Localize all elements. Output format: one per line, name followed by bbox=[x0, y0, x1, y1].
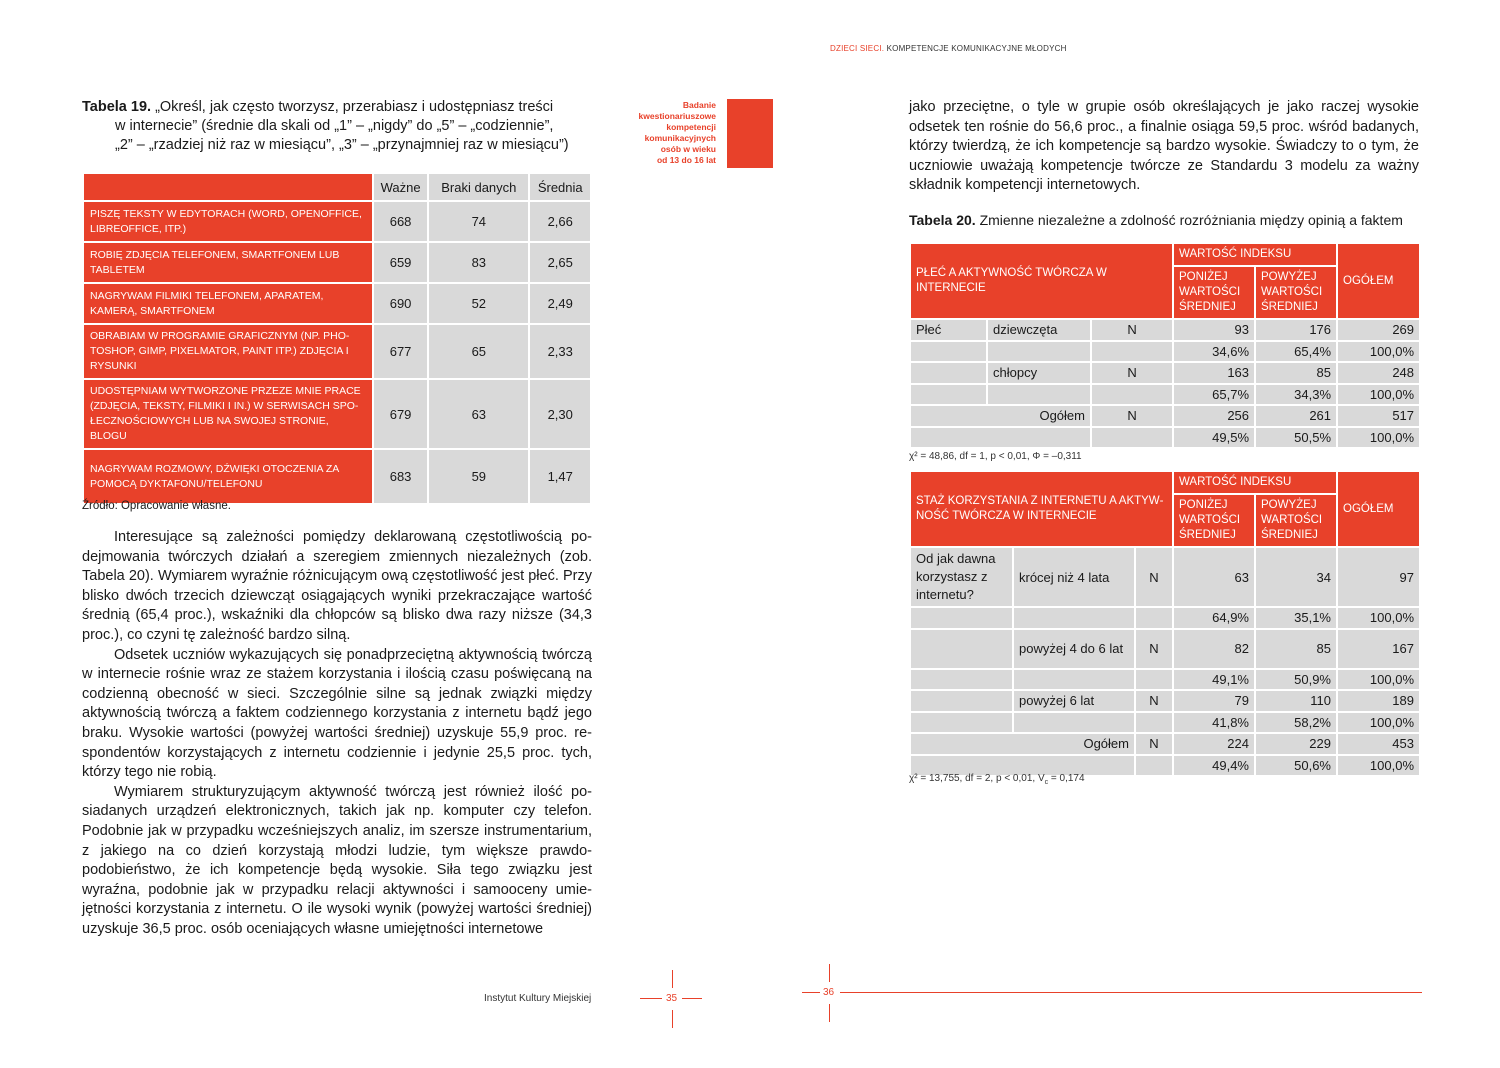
cell-pct-below: 41,8% bbox=[1173, 712, 1255, 734]
cell-above: 261 bbox=[1255, 405, 1337, 427]
table19-number: Tabela 19. bbox=[82, 99, 152, 115]
table20-title-final: PŁEĆ A AKTYWNOŚĆ TWÓRCZA W INTERNECIE bbox=[910, 243, 1173, 319]
table20-caption-text: Zmienne niezależne a zdolność rozróżniania między opinią a faktem bbox=[979, 212, 1403, 228]
table-row bbox=[83, 201, 591, 242]
cell-pct-below: 64,9% bbox=[1173, 607, 1255, 629]
empty-cell bbox=[910, 427, 1091, 449]
table20-index-final: WARTOŚĆ INDEKSU bbox=[1173, 243, 1337, 266]
table20-statistics: χ² = 48,86, df = 1, p < 0,01, Φ = –0,311 bbox=[909, 451, 1082, 462]
cell-pct-above: 50,6% bbox=[1255, 755, 1337, 777]
table21-header-row bbox=[910, 471, 1420, 494]
cell-total: 517 bbox=[1337, 405, 1420, 427]
empty-cell bbox=[1135, 669, 1173, 691]
cell-total: 167 bbox=[1337, 629, 1420, 669]
empty-cell bbox=[910, 607, 1013, 629]
cell-mean: 2,33 bbox=[529, 324, 591, 379]
cell-pct-above: 34,3% bbox=[1255, 384, 1337, 406]
empty-cell bbox=[1013, 607, 1135, 629]
table19-corner bbox=[83, 173, 373, 201]
empty-cell bbox=[910, 629, 1013, 669]
right-body-text: jako przeciętne, o tyle w grupie osób określających je jako raczej wysokie odsetek ten rośnie do 56,6 proc., a finalnie osiąga 59,5 proc. wśród badanych, którzy twierdzą, że ich kompetencje są bardzo wysokie. Świadczy to o tym, że uczniowie uważają kompetencje twórcze ze Standardu 3 modelu za ważny składnik kompetencji internetowych. bbox=[909, 99, 1419, 194]
cell-missing: 65 bbox=[428, 324, 529, 379]
cell-pct-total: 100,0% bbox=[1337, 427, 1420, 449]
cell-below: 82 bbox=[1173, 629, 1255, 669]
table-row bbox=[910, 362, 1420, 384]
group-label: powyżej 6 lat bbox=[1013, 690, 1135, 712]
table-row bbox=[910, 712, 1420, 734]
table-row bbox=[910, 669, 1420, 691]
empty-cell bbox=[1013, 712, 1135, 734]
cell-below: 93 bbox=[1173, 319, 1255, 341]
n-label: N bbox=[1135, 547, 1173, 607]
cell-pct-above: 58,2% bbox=[1255, 712, 1337, 734]
sidenote-line: od 13 do 16 lat bbox=[656, 155, 716, 165]
cell-pct-below: 49,5% bbox=[1173, 427, 1255, 449]
footer-rule bbox=[672, 970, 673, 988]
stat-end: = 0,174 bbox=[1048, 773, 1085, 784]
cell-pct-total: 100,0% bbox=[1337, 712, 1420, 734]
cell-pct-below: 65,7% bbox=[1173, 384, 1255, 406]
stat-main: χ² = 13,755, df = 2, p < 0,01, V bbox=[909, 773, 1045, 784]
group-label: chłopcy bbox=[987, 362, 1091, 384]
row-label: UDOSTĘPNIAM WYTWORZONE PRZEZE MNIE PRACE (ZDJĘCIA, TEKSTY, FILMIKI I IN.) W SERWISACH SPOŁECZNOŚCIOWYCH LUB NA SWOJEJ STRONIE, BLOGU bbox=[83, 379, 373, 449]
cell-valid: 683 bbox=[373, 449, 428, 504]
table20-above-final: POWYŻEJ WARTOŚCI ŚREDNIEJ bbox=[1255, 266, 1337, 319]
cell-pct-below: 49,4% bbox=[1173, 755, 1255, 777]
empty-cell bbox=[1135, 755, 1173, 777]
cell-below: 79 bbox=[1173, 690, 1255, 712]
page-number-left: 35 bbox=[666, 993, 678, 1004]
table19 bbox=[82, 172, 592, 505]
sidenote-line: kwestionariuszowe bbox=[638, 111, 716, 121]
cell-total: 189 bbox=[1337, 690, 1420, 712]
table-row bbox=[910, 607, 1420, 629]
table19-caption-line2: w internecie” (średnie dla skali od „1” – „nigdy” do „5” – „codziennie”, bbox=[115, 118, 554, 134]
empty-cell bbox=[1013, 669, 1135, 691]
table21-total-header: OGÓŁEM bbox=[1337, 471, 1420, 547]
cell-pct-total: 100,0% bbox=[1337, 384, 1420, 406]
table21-title: STAŻ KORZYSTANIA Z INTERNETU A AKTYWNOŚĆ TWÓRCZA W INTERNECIE bbox=[910, 471, 1173, 547]
table20-caption bbox=[909, 212, 1403, 228]
n-label: N bbox=[1091, 319, 1173, 341]
table20-final bbox=[909, 242, 1421, 449]
cell-below: 224 bbox=[1173, 733, 1255, 755]
table-row bbox=[83, 283, 591, 324]
row-label: NAGRYWAM ROZMOWY, DŹWIĘKI OTOCZENIA ZA POMOCĄ DYKTAFONU/TELEFONU bbox=[83, 449, 373, 504]
stat-sub: c bbox=[1044, 779, 1049, 786]
empty-cell bbox=[910, 712, 1013, 734]
cell-above: 34 bbox=[1255, 547, 1337, 607]
row-label: OBRABIAM W PROGRAMIE GRAFICZNYM (NP. PHOTOSHOP, GIMP, PIXELMATOR, PAINT ITP.) ZDJĘCIA I RYSUNKI bbox=[83, 324, 373, 379]
cell-mean: 2,30 bbox=[529, 379, 591, 449]
table-row bbox=[910, 547, 1420, 607]
row-label: NAGRYWAM FILMIKI TELEFONEM, APARATEM, KAMERĄ, SMARTFONEM bbox=[83, 283, 373, 324]
table19-header-missing: Braki danych bbox=[428, 173, 529, 201]
table21 bbox=[909, 470, 1421, 777]
cell-mean: 2,65 bbox=[529, 242, 591, 283]
running-head bbox=[830, 44, 1067, 53]
table19-caption bbox=[82, 98, 592, 155]
empty-cell bbox=[1135, 607, 1173, 629]
footer-rule bbox=[682, 998, 702, 999]
sidenote-line: Badanie bbox=[682, 100, 716, 110]
running-head-title: KOMPETENCJE KOMUNIKACYJNE MŁODYCH bbox=[886, 44, 1067, 53]
paragraph: Wymiarem strukturyzującym aktywność twórczą jest również ilość posiadanych urządzeń elektronicznych, takich jak np. komputer czy telefon. Podobnie jak w przypadku wcześniejszych analiz, im szersze instrumentarium, z jakiego na co dzień korzystają młodzi ludzie, tym większe prawdopodobieństwo, że ich kompetencje będą wysokie. Siła tego związku jest wyraźna, podobnie jak w przypadku relacji aktywności i samooceny umiejętności korzystania z internetu. O ile wysoki wynik (powyżej wartości średniej) uzyskuje 36,5 proc. osób oceniających własne umiejętności internetowe bbox=[82, 783, 592, 937]
table-row bbox=[83, 324, 591, 379]
cell-below: 163 bbox=[1173, 362, 1255, 384]
cell-valid: 659 bbox=[373, 242, 428, 283]
empty-cell bbox=[910, 341, 987, 363]
paragraph: Odsetek uczniów wykazujących się ponadprzeciętną aktywnością twórczą w internecie rośnie wraz ze stażem korzystania i ilością czasu poświęcaną na codzienną obecność w sieci. Szczególnie silne są jednak związki między aktywnością twórczą a faktem codziennego korzystania z internetu bądź jego braku. Wysokie wartości (powyżej wartości średniej) uzyskuje 55,9 proc. respondentów korzystających z internetu codziennie i jedynie 25,5 proc. tych, którzy tego nie robią. bbox=[82, 646, 592, 781]
sidenote-line: kompetencji bbox=[666, 122, 716, 132]
group-label: krócej niż 4 lata bbox=[1013, 547, 1135, 607]
cell-total: 269 bbox=[1337, 319, 1420, 341]
cell-missing: 63 bbox=[428, 379, 529, 449]
table-row bbox=[910, 341, 1420, 363]
footer-rule bbox=[640, 998, 662, 999]
table19-caption-line1: „Określ, jak często tworzysz, przerabiasz i udostępniasz treści bbox=[155, 99, 554, 115]
cell-missing: 59 bbox=[428, 449, 529, 504]
cell-mean: 2,49 bbox=[529, 283, 591, 324]
table21-index-header: WARTOŚĆ INDEKSU bbox=[1173, 471, 1337, 494]
table-row bbox=[83, 379, 591, 449]
sidenote-line: komunikacyjnych bbox=[644, 133, 716, 143]
cell-pct-total: 100,0% bbox=[1337, 607, 1420, 629]
cell-missing: 83 bbox=[428, 242, 529, 283]
cell-pct-below: 34,6% bbox=[1173, 341, 1255, 363]
table21-statistics bbox=[909, 773, 1085, 786]
footer-rule bbox=[829, 964, 830, 982]
table-row bbox=[910, 384, 1420, 406]
table-row bbox=[83, 449, 591, 504]
cell-total: 248 bbox=[1337, 362, 1420, 384]
cell-above: 229 bbox=[1255, 733, 1337, 755]
n-label: N bbox=[1091, 362, 1173, 384]
cell-missing: 74 bbox=[428, 201, 529, 242]
sidenote bbox=[620, 100, 716, 166]
cell-pct-below: 49,1% bbox=[1173, 669, 1255, 691]
n-label: N bbox=[1091, 405, 1173, 427]
n-label: N bbox=[1135, 733, 1173, 755]
table20-header-row bbox=[910, 243, 1420, 266]
empty-cell bbox=[910, 362, 987, 384]
cell-above: 85 bbox=[1255, 362, 1337, 384]
cell-pct-total: 100,0% bbox=[1337, 341, 1420, 363]
table19-header-row bbox=[83, 173, 591, 201]
empty-cell bbox=[910, 669, 1013, 691]
table21-below-header: PONIŻEJ WARTOŚCI ŚREDNIEJ bbox=[1173, 494, 1255, 547]
table-row bbox=[83, 242, 591, 283]
n-label: N bbox=[1135, 629, 1173, 669]
cell-pct-above: 50,5% bbox=[1255, 427, 1337, 449]
footer-rule bbox=[840, 992, 1422, 993]
cell-above: 85 bbox=[1255, 629, 1337, 669]
running-head-accent: DZIECI SIECI. bbox=[830, 44, 885, 53]
table-row bbox=[910, 405, 1420, 427]
n-label: N bbox=[1135, 690, 1173, 712]
cell-pct-above: 35,1% bbox=[1255, 607, 1337, 629]
table-row bbox=[910, 629, 1420, 669]
cell-valid: 677 bbox=[373, 324, 428, 379]
table20-total-final: OGÓŁEM bbox=[1337, 243, 1420, 319]
cell-mean: 1,47 bbox=[529, 449, 591, 504]
cell-missing: 52 bbox=[428, 283, 529, 324]
table21-above-header: POWYŻEJ WARTOŚCI ŚREDNIEJ bbox=[1255, 494, 1337, 547]
cell-below: 63 bbox=[1173, 547, 1255, 607]
table19-header-valid: Ważne bbox=[373, 173, 428, 201]
table21-var-label: Od jak dawna korzystasz z internetu? bbox=[910, 547, 1013, 607]
cell-total: 453 bbox=[1337, 733, 1420, 755]
table19-header-mean: Średnia bbox=[529, 173, 591, 201]
footer-institute: Instytut Kultury Miejskiej bbox=[484, 993, 592, 1004]
cell-mean: 2,66 bbox=[529, 201, 591, 242]
cell-valid: 679 bbox=[373, 379, 428, 449]
row-label: ROBIĘ ZDJĘCIA TELEFONEM, SMARTFONEM LUB TABLETEM bbox=[83, 242, 373, 283]
empty-cell bbox=[1091, 427, 1173, 449]
group-label: Ogółem bbox=[910, 405, 1091, 427]
empty-cell bbox=[910, 384, 987, 406]
cell-valid: 668 bbox=[373, 201, 428, 242]
cell-pct-total: 100,0% bbox=[1337, 755, 1420, 777]
empty-cell bbox=[910, 690, 1013, 712]
cell-valid: 690 bbox=[373, 283, 428, 324]
empty-cell bbox=[1135, 712, 1173, 734]
row-label: PISZĘ TEKSTY W EDYTORACH (WORD, OPENOFFICE, LIBREOFFICE, ITP.) bbox=[83, 201, 373, 242]
table20-number: Tabela 20. bbox=[909, 212, 976, 228]
group-label: dziewczęta bbox=[987, 319, 1091, 341]
cell-above: 176 bbox=[1255, 319, 1337, 341]
page-number-right: 36 bbox=[823, 987, 835, 998]
table19-caption-line3: „2” – „rzadziej niż raz w miesiącu”, „3” – „przynajmniej raz w miesiącu”) bbox=[115, 137, 569, 153]
cell-pct-above: 50,9% bbox=[1255, 669, 1337, 691]
group-label: powyżej 4 do 6 lat bbox=[1013, 629, 1135, 669]
empty-cell bbox=[987, 384, 1091, 406]
footer-rule bbox=[672, 1010, 673, 1028]
cell-below: 256 bbox=[1173, 405, 1255, 427]
table-row bbox=[910, 319, 1420, 341]
sidenote-line: osób w wieku bbox=[660, 144, 716, 154]
left-body-text bbox=[82, 528, 592, 939]
sidebar-accent-block bbox=[727, 99, 773, 168]
table-row bbox=[910, 690, 1420, 712]
cell-above: 110 bbox=[1255, 690, 1337, 712]
group-label: Ogółem bbox=[910, 733, 1135, 755]
table20-below-final: PONIŻEJ WARTOŚCI ŚREDNIEJ bbox=[1173, 266, 1255, 319]
table-row bbox=[910, 733, 1420, 755]
footer-rule bbox=[829, 1004, 830, 1022]
cell-pct-total: 100,0% bbox=[1337, 669, 1420, 691]
empty-cell bbox=[1091, 384, 1173, 406]
table20-var-label: Płeć bbox=[910, 319, 987, 341]
table-row bbox=[910, 427, 1420, 449]
cell-pct-above: 65,4% bbox=[1255, 341, 1337, 363]
empty-cell bbox=[1091, 341, 1173, 363]
footer-rule bbox=[802, 992, 820, 993]
cell-total: 97 bbox=[1337, 547, 1420, 607]
empty-cell bbox=[987, 341, 1091, 363]
table19-source: Źródło: Opracowanie własne. bbox=[82, 500, 231, 512]
paragraph: Interesujące są zależności pomiędzy deklarowaną częstotliwością podejmowania twórczych działań a szeregiem zmiennych niezależnych (zob. Tabela 20). Wymiarem wyraźnie różnicującym ową częstotliwość jest płeć. Przy blisko dwóch trzecich dziewcząt osiągających wyniki przekraczające wartość średnią (65,4 proc.), wskaźniki dla chłopców są blisko dwa razy niższe (34,3 proc.), co czyni tę zależność bardzo silną. bbox=[82, 529, 592, 643]
